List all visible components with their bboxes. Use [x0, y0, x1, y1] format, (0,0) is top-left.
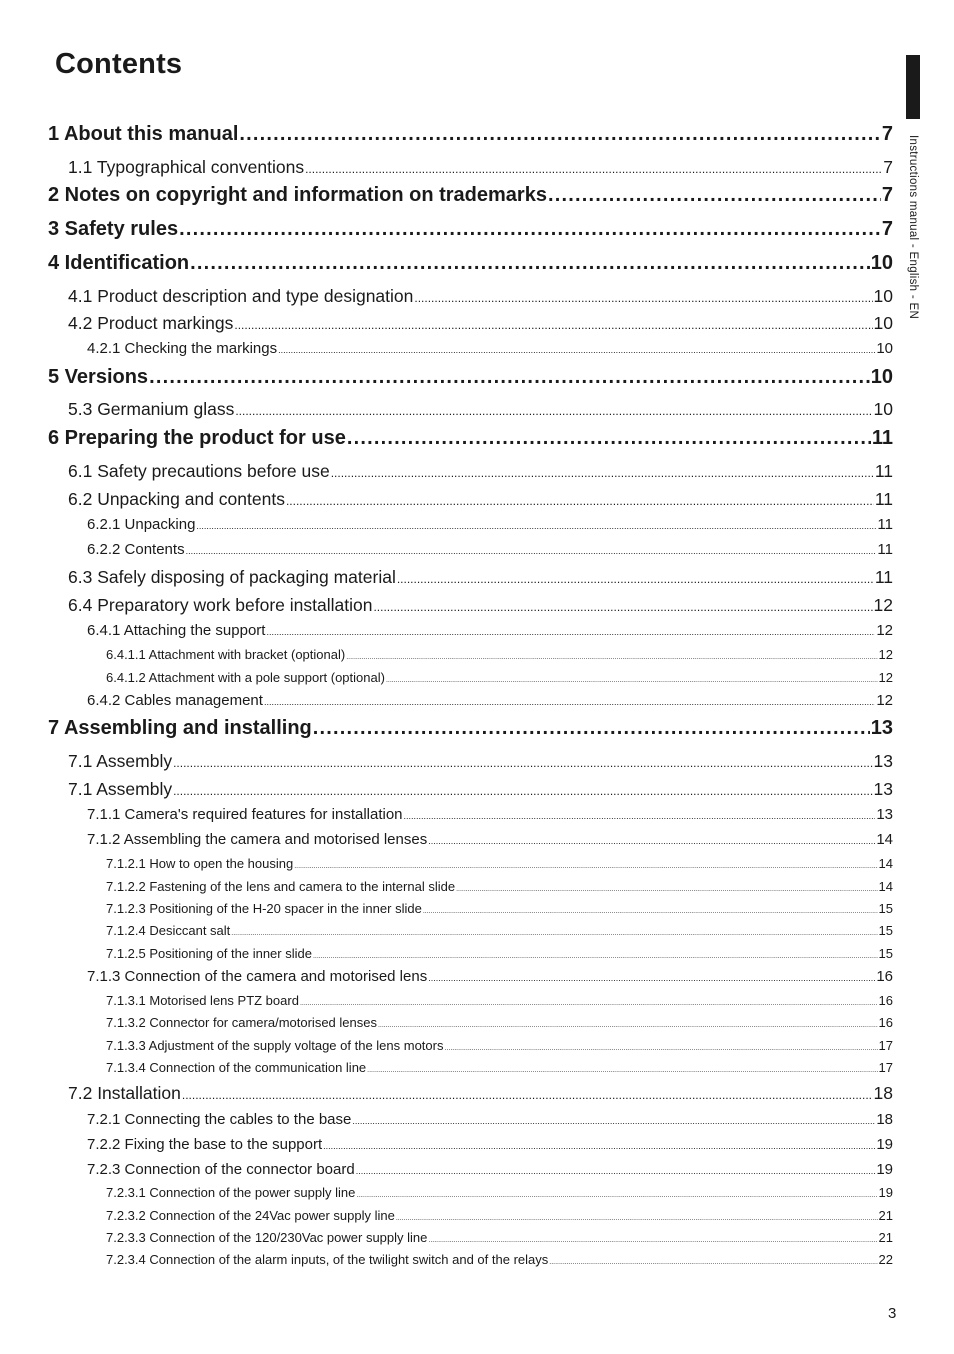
dot-leader — [286, 489, 874, 510]
toc-entry-page: 18 — [873, 1083, 893, 1104]
toc-entry-page: 19 — [876, 1136, 893, 1154]
toc-entry-title: 6.4.1.2 Attachment with a pole support (optional) — [106, 669, 385, 685]
toc-entry-page: 10 — [873, 313, 893, 334]
toc-entry-page: 10 — [876, 340, 893, 358]
dot-leader — [428, 968, 875, 985]
toc-entry-page: 12 — [876, 692, 893, 710]
toc-entry[interactable] — [48, 427, 893, 453]
toc-entry-title: 7.1.1 Camera's required features for installation — [87, 806, 403, 824]
dot-leader — [397, 567, 874, 588]
dot-leader — [196, 516, 876, 533]
toc-entry[interactable] — [48, 647, 893, 665]
toc-entry-title: 7.1.3.1 Motorised lens PTZ board — [106, 992, 299, 1008]
toc-entry-title: 2 Notes on copyright and information on trademarks — [48, 184, 547, 206]
toc-entry-title: 4.2 Product markings — [68, 313, 234, 334]
dot-leader — [373, 595, 872, 616]
dot-leader — [231, 923, 877, 938]
toc-entry[interactable] — [48, 157, 893, 179]
toc-entry[interactable] — [48, 879, 893, 897]
toc-entry-page: 19 — [878, 1184, 893, 1200]
toc-entry-title: 7.1.2.3 Positioning of the H-20 spacer in the inner slide — [106, 900, 422, 916]
toc-entry-title: 6.2.1 Unpacking — [87, 516, 196, 534]
toc-entry-page: 7 — [881, 184, 893, 206]
toc-entry-page: 10 — [870, 252, 893, 274]
toc-entry-page: 11 — [877, 516, 893, 534]
toc-entry[interactable] — [48, 1060, 893, 1078]
toc-entry-page: 11 — [871, 427, 893, 449]
toc-entry[interactable] — [48, 717, 893, 743]
toc-entry[interactable] — [48, 399, 893, 421]
toc-entry-page: 13 — [873, 751, 893, 772]
dot-leader — [173, 751, 872, 772]
toc-entry-page: 7 — [883, 157, 893, 178]
toc-entry[interactable] — [48, 1111, 893, 1131]
toc-entry[interactable] — [48, 184, 893, 210]
dot-leader — [356, 1161, 876, 1178]
toc-entry[interactable] — [48, 946, 893, 964]
toc-entry-title: 6.2.2 Contents — [87, 541, 185, 559]
toc-entry[interactable] — [48, 968, 893, 988]
toc-entry[interactable] — [48, 993, 893, 1011]
toc-entry-title: 7.1.2.4 Desiccant salt — [106, 922, 231, 938]
toc-entry-title: 7.2.3.3 Connection of the 120/230Vac power supply line — [106, 1229, 428, 1245]
dot-leader — [190, 252, 870, 275]
toc-entry[interactable] — [48, 1252, 893, 1270]
toc-entry-title: 7.2.3.2 Connection of the 24Vac power supply line — [106, 1207, 395, 1223]
toc-entry-page: 12 — [878, 669, 893, 685]
toc-entry-title: 6.4.2 Cables management — [87, 692, 263, 710]
toc-entry-title: 5 Versions — [48, 366, 149, 388]
toc-entry-page: 14 — [878, 855, 893, 871]
toc-entry-title: 1 About this manual — [48, 123, 239, 145]
toc-entry-title: 1.1 Typographical conventions — [68, 157, 305, 178]
toc-entry[interactable] — [48, 461, 893, 483]
dot-leader — [356, 1185, 877, 1200]
toc-entry[interactable] — [48, 779, 893, 801]
toc-entry-title: 7 Assembling and installing — [48, 717, 312, 739]
toc-entry-title: 7.1.2.2 Fastening of the lens and camera to the internal slide — [106, 878, 456, 894]
toc-entry-page: 19 — [876, 1161, 893, 1179]
toc-entry-page: 13 — [873, 779, 893, 800]
toc-entry-title: 4.2.1 Checking the markings — [87, 340, 278, 358]
side-tab-marker — [906, 55, 920, 119]
dot-leader — [331, 461, 874, 482]
dot-leader — [313, 946, 878, 961]
side-label: Instructions manual - English - EN — [907, 135, 919, 320]
toc-entry[interactable] — [48, 489, 893, 511]
dot-leader — [264, 692, 875, 709]
toc-entry-page: 7 — [881, 218, 893, 240]
dot-leader — [239, 123, 880, 146]
toc-entry-page: 16 — [876, 968, 893, 986]
dot-leader — [347, 427, 871, 450]
toc-entry[interactable] — [48, 541, 893, 561]
toc-entry-page: 16 — [878, 992, 893, 1008]
toc-entry-page: 11 — [874, 461, 893, 482]
dot-leader — [323, 1136, 875, 1153]
dot-leader — [404, 806, 876, 823]
toc-entry-page: 17 — [878, 1037, 893, 1053]
toc-entry-title: 7.2 Installation — [68, 1083, 181, 1104]
toc-entry-title: 6.4.1 Attaching the support — [87, 622, 266, 640]
page-title: Contents — [55, 48, 183, 80]
toc-entry[interactable] — [48, 366, 893, 392]
toc-entry-page: 11 — [877, 541, 893, 559]
toc-entry-title: 3 Safety rules — [48, 218, 179, 240]
toc-entry-page: 15 — [878, 945, 893, 961]
toc-entry[interactable] — [48, 595, 893, 617]
toc-entry-title: 7.2.3 Connection of the connector board — [87, 1161, 355, 1179]
toc-entry-page: 12 — [873, 595, 893, 616]
toc-entry-page: 7 — [881, 123, 893, 145]
dot-leader — [186, 541, 877, 558]
dot-leader — [367, 1060, 877, 1075]
toc-entry-page: 11 — [874, 567, 893, 588]
toc-entry-title: 7.1 Assembly — [68, 779, 173, 800]
toc-entry[interactable] — [48, 923, 893, 941]
toc-entry[interactable] — [48, 856, 893, 874]
toc-entry-title: 7.1.2.1 How to open the housing — [106, 855, 294, 871]
toc-entry[interactable] — [48, 313, 893, 335]
dot-leader — [386, 670, 878, 685]
toc-entry-title: 4 Identification — [48, 252, 190, 274]
toc-entry-page: 14 — [876, 831, 893, 849]
toc-entry-page: 10 — [873, 286, 893, 307]
dot-leader — [294, 856, 877, 871]
toc-entry-title: 6.3 Safely disposing of packaging material — [68, 567, 396, 588]
toc-entry-title: 7.1 Assembly — [68, 751, 173, 772]
toc-entry-title: 7.1.2 Assembling the camera and motorised lenses — [87, 831, 428, 849]
toc-entry[interactable] — [48, 567, 893, 589]
toc-entry-title: 7.2.3.4 Connection of the alarm inputs, of the twilight switch and of the relays — [106, 1251, 549, 1267]
toc-entry[interactable] — [48, 286, 893, 308]
toc-entry-page: 13 — [870, 717, 893, 739]
dot-leader — [305, 157, 882, 178]
dot-leader — [378, 1015, 878, 1030]
toc-entry-page: 22 — [878, 1251, 893, 1267]
toc-entry[interactable] — [48, 123, 893, 149]
dot-leader — [313, 717, 870, 740]
toc-entry[interactable] — [48, 340, 893, 360]
toc-entry-title: 7.1.3.2 Connector for camera/motorised lenses — [106, 1014, 377, 1030]
toc-entry-title: 7.2.2 Fixing the base to the support — [87, 1136, 323, 1154]
toc-entry-title: 6 Preparing the product for use — [48, 427, 346, 449]
dot-leader — [346, 647, 877, 662]
toc-entry-title: 6.4 Preparatory work before installation — [68, 595, 373, 616]
toc-entry[interactable] — [48, 1015, 893, 1033]
toc-entry[interactable] — [48, 692, 893, 712]
toc-entry-page: 13 — [876, 806, 893, 824]
dot-leader — [548, 184, 881, 207]
toc-entry-title: 7.1.2.5 Positioning of the inner slide — [106, 945, 312, 961]
toc-entry-page: 21 — [878, 1229, 893, 1245]
toc-entry[interactable] — [48, 831, 893, 851]
toc-entry-page: 11 — [874, 489, 893, 510]
dot-leader — [266, 622, 875, 639]
dot-leader — [278, 340, 875, 357]
toc-entry-title: 6.2 Unpacking and contents — [68, 489, 285, 510]
toc-entry[interactable] — [48, 751, 893, 773]
dot-leader — [428, 831, 875, 848]
toc-entry-title: 5.3 Germanium glass — [68, 399, 235, 420]
toc-entry[interactable] — [48, 1083, 893, 1105]
dot-leader — [182, 1083, 873, 1104]
toc-entry-page: 21 — [878, 1207, 893, 1223]
toc-entry[interactable] — [48, 1038, 893, 1056]
toc-entry[interactable] — [48, 1136, 893, 1156]
toc-entry[interactable] — [48, 1161, 893, 1181]
dot-leader — [396, 1208, 878, 1223]
page-number: 3 — [888, 1305, 897, 1322]
dot-leader — [179, 218, 881, 241]
toc-entry-page: 16 — [878, 1014, 893, 1030]
toc-entry-title: 7.2.3.1 Connection of the power supply line — [106, 1184, 356, 1200]
dot-leader — [444, 1038, 877, 1053]
toc-entry-title: 7.2.1 Connecting the cables to the base — [87, 1111, 352, 1129]
dot-leader — [549, 1252, 877, 1267]
dot-leader — [235, 399, 872, 420]
toc-entry[interactable] — [48, 218, 893, 244]
toc-entry[interactable] — [48, 1208, 893, 1226]
dot-leader — [234, 313, 872, 334]
toc-entry[interactable] — [48, 806, 893, 826]
toc-entry-page: 15 — [878, 922, 893, 938]
toc-entry-page: 15 — [878, 900, 893, 916]
dot-leader — [456, 879, 877, 894]
toc-entry-title: 7.1.3.4 Connection of the communication line — [106, 1059, 367, 1075]
toc-entry-title: 7.1.3.3 Adjustment of the supply voltage of the lens motors — [106, 1037, 444, 1053]
toc-entry-page: 10 — [873, 399, 893, 420]
dot-leader — [173, 779, 872, 800]
toc-entry-title: 4.1 Product description and type designation — [68, 286, 414, 307]
dot-leader — [149, 366, 870, 389]
toc-entry-page: 12 — [876, 622, 893, 640]
dot-leader — [300, 993, 878, 1008]
toc-entry-title: 6.1 Safety precautions before use — [68, 461, 330, 482]
toc-entry[interactable] — [48, 622, 893, 642]
toc-entry-page: 18 — [876, 1111, 893, 1129]
toc-entry[interactable] — [48, 252, 893, 278]
toc-entry[interactable] — [48, 901, 893, 919]
toc-entry-page: 10 — [870, 366, 893, 388]
toc-entry-page: 14 — [878, 878, 893, 894]
dot-leader — [423, 901, 878, 916]
dot-leader — [352, 1111, 875, 1128]
toc-entry[interactable] — [48, 670, 893, 688]
toc-entry-title: 7.1.3 Connection of the camera and motorised lens — [87, 968, 428, 986]
toc-entry-page: 12 — [878, 646, 893, 662]
toc-entry[interactable] — [48, 1230, 893, 1248]
toc-entry-title: 6.4.1.1 Attachment with bracket (optional) — [106, 646, 346, 662]
toc-entry-page: 17 — [878, 1059, 893, 1075]
dot-leader — [428, 1230, 877, 1245]
dot-leader — [414, 286, 872, 307]
toc-entry[interactable] — [48, 516, 893, 536]
toc-entry[interactable] — [48, 1185, 893, 1203]
